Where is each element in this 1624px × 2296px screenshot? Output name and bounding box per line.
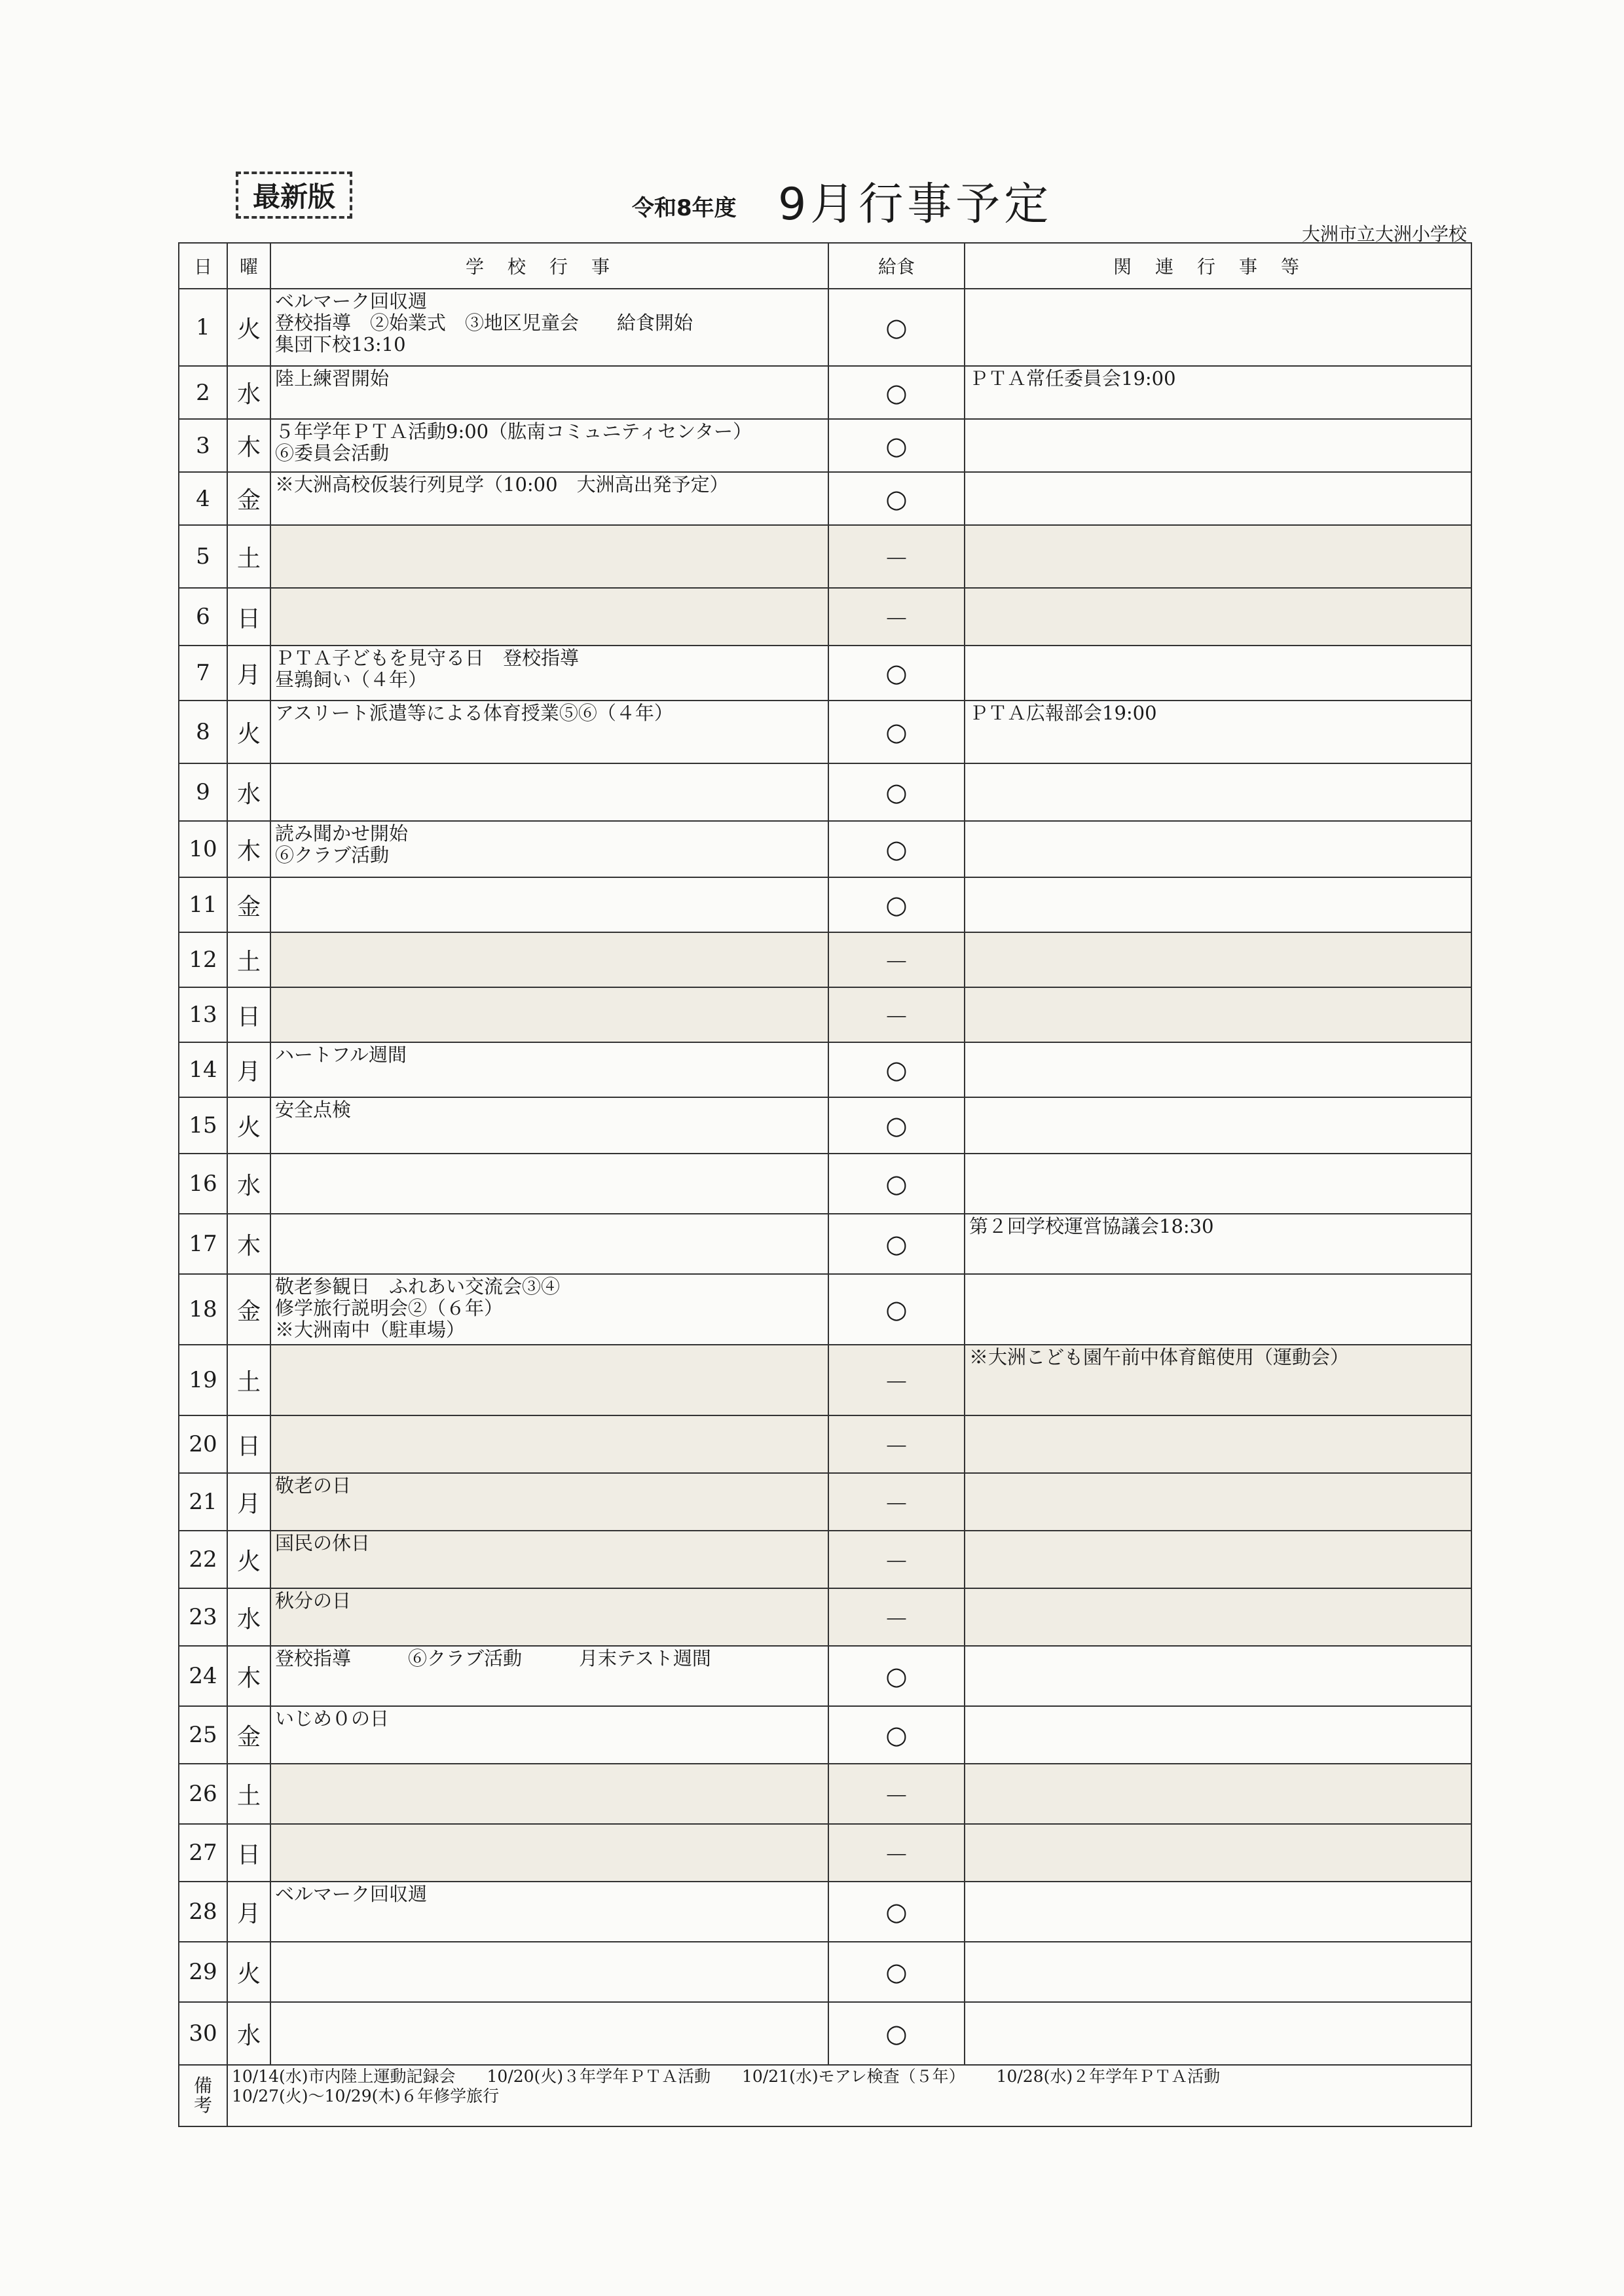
- notes-label-2: 考: [193, 2094, 212, 2116]
- day-cell: 29: [179, 1942, 227, 2002]
- event-line: ＰＴＡ子どもを見守る日 登校指導: [275, 647, 580, 669]
- event-line: 秋分の日: [275, 1590, 352, 1612]
- day-cell: 22: [179, 1531, 227, 1588]
- school-events-cell: [270, 987, 828, 1042]
- event-line: 登校指導 ⑥クラブ活動 月末テスト週間: [275, 1647, 711, 1669]
- notes-row: [179, 2065, 1471, 2126]
- event-line: 国民の休日: [275, 1532, 371, 1554]
- weekday-cell: 木: [227, 821, 270, 877]
- school-events-cell: [270, 1214, 828, 1274]
- event-line: 読み聞かせ開始: [275, 822, 409, 845]
- schedule-row: [179, 1531, 1471, 1588]
- day-cell: 25: [179, 1706, 227, 1764]
- weekday-cell: 土: [227, 1345, 270, 1415]
- lunch-cell: －: [828, 1345, 965, 1415]
- lunch-cell: ○: [828, 1154, 965, 1214]
- school-events-cell: [270, 472, 828, 525]
- schedule-row: [179, 987, 1471, 1042]
- related-events-cell: [965, 701, 1471, 763]
- school-events-cell: [270, 1882, 828, 1942]
- lunch-cell: ○: [828, 1646, 965, 1706]
- weekday-cell: 金: [227, 1274, 270, 1345]
- weekday-cell: 火: [227, 289, 270, 366]
- school-events-cell: [270, 1154, 828, 1214]
- weekday-cell: 金: [227, 1706, 270, 1764]
- day-cell: 17: [179, 1214, 227, 1274]
- schedule-row: [179, 1042, 1471, 1097]
- school-events-cell: [270, 1588, 828, 1646]
- lunch-cell: ○: [828, 1042, 965, 1097]
- schedule-row: [179, 701, 1471, 763]
- schedule-row: [179, 289, 1471, 366]
- event-line: ベルマーク回収週: [275, 1883, 428, 1905]
- day-cell: 8: [179, 701, 227, 763]
- notes-line-1: [232, 2067, 1467, 2086]
- event-line: 敬老の日: [275, 1474, 352, 1497]
- lunch-cell: －: [828, 1473, 965, 1531]
- school-events-cell: [270, 1042, 828, 1097]
- schedule-row: [179, 877, 1471, 932]
- schedule-row: [179, 366, 1471, 419]
- school-events-cell: [270, 877, 828, 932]
- school-events-cell: [270, 1824, 828, 1882]
- related-events-cell: [965, 1214, 1471, 1274]
- related-events-cell: [965, 1824, 1471, 1882]
- school-events-cell: [270, 821, 828, 877]
- weekday-cell: 火: [227, 1531, 270, 1588]
- weekday-cell: 日: [227, 588, 270, 646]
- related-events-cell: [965, 472, 1471, 525]
- related-events-cell: [965, 1345, 1471, 1415]
- school-events-cell: [270, 1274, 828, 1345]
- school-events-cell: [270, 646, 828, 701]
- schedule-row: [179, 1882, 1471, 1942]
- school-events-cell: [270, 588, 828, 646]
- related-events-cell: [965, 987, 1471, 1042]
- school-events-cell: [270, 1097, 828, 1154]
- day-cell: 18: [179, 1274, 227, 1345]
- lunch-cell: －: [828, 932, 965, 987]
- day-cell: 5: [179, 525, 227, 588]
- weekday-cell: 月: [227, 1042, 270, 1097]
- day-cell: 21: [179, 1473, 227, 1531]
- event-line: 昼鶉飼い（４年）: [275, 668, 428, 691]
- notes-label: [179, 2065, 227, 2126]
- header-day: 日: [179, 243, 227, 289]
- related-events-cell: [965, 1882, 1471, 1942]
- related-events-cell: [965, 877, 1471, 932]
- note-item: 10/28(水)２年学年ＰＴＡ活動: [996, 2067, 1221, 2086]
- note-item: 10/14(水)市内陸上運動記録会: [232, 2067, 456, 2086]
- schedule-row: [179, 1646, 1471, 1706]
- school-events-cell: [270, 1531, 828, 1588]
- latest-version-badge: 最新版: [236, 172, 352, 219]
- lunch-cell: ○: [828, 763, 965, 821]
- school-events-cell: [270, 701, 828, 763]
- lunch-cell: ○: [828, 877, 965, 932]
- page-title: 9月行事予定: [778, 179, 1053, 230]
- day-cell: 23: [179, 1588, 227, 1646]
- notes-content: [227, 2065, 1471, 2126]
- lunch-cell: ○: [828, 1214, 965, 1274]
- day-cell: 11: [179, 877, 227, 932]
- school-events-cell: [270, 1345, 828, 1415]
- lunch-cell: －: [828, 1824, 965, 1882]
- note-item: 10/20(火)３年学年ＰＴＡ活動: [487, 2067, 711, 2086]
- related-events-cell: [965, 366, 1471, 419]
- weekday-cell: 水: [227, 366, 270, 419]
- weekday-cell: 水: [227, 1154, 270, 1214]
- related-events-cell: [965, 588, 1471, 646]
- related-events-cell: [965, 646, 1471, 701]
- related-events-cell: [965, 1415, 1471, 1473]
- school-events-cell: [270, 1646, 828, 1706]
- note-item: 10/27(火)～10/29(木)６年修学旅行: [232, 2086, 500, 2105]
- header-lunch: 給食: [828, 243, 965, 289]
- event-line: 安全点検: [275, 1099, 352, 1121]
- weekday-cell: 土: [227, 1764, 270, 1824]
- weekday-cell: 火: [227, 1097, 270, 1154]
- lunch-cell: ○: [828, 1882, 965, 1942]
- weekday-cell: 日: [227, 1415, 270, 1473]
- schedule-row: [179, 1415, 1471, 1473]
- weekday-cell: 金: [227, 877, 270, 932]
- related-event-line: 第２回学校運営協議会18:30: [969, 1215, 1214, 1237]
- schedule-body: [179, 289, 1471, 2065]
- day-cell: 30: [179, 2002, 227, 2065]
- day-cell: 27: [179, 1824, 227, 1882]
- weekday-cell: 月: [227, 646, 270, 701]
- lunch-cell: ○: [828, 472, 965, 525]
- school-events-cell: [270, 2002, 828, 2065]
- day-cell: 15: [179, 1097, 227, 1154]
- lunch-cell: ○: [828, 646, 965, 701]
- event-line: 集団下校13:10: [275, 333, 406, 355]
- event-line: 陸上練習開始: [275, 367, 390, 390]
- fiscal-year-label: 令和8年度: [632, 195, 737, 221]
- related-events-cell: [965, 1942, 1471, 2002]
- weekday-cell: 水: [227, 2002, 270, 2065]
- notes-label-1: 備: [193, 2075, 212, 2096]
- weekday-cell: 月: [227, 1882, 270, 1942]
- school-events-cell: [270, 1764, 828, 1824]
- related-events-cell: [965, 1042, 1471, 1097]
- day-cell: 20: [179, 1415, 227, 1473]
- header-school-events: 学校行事: [270, 243, 828, 289]
- school-events-cell: [270, 289, 828, 366]
- schedule-row: [179, 472, 1471, 525]
- schedule-row: [179, 588, 1471, 646]
- related-events-cell: [965, 932, 1471, 987]
- school-events-cell: [270, 1415, 828, 1473]
- event-line: いじめ０の日: [275, 1707, 390, 1730]
- weekday-cell: 木: [227, 1214, 270, 1274]
- event-line: ５年学年ＰＴＡ活動9:00（肱南コミュニティセンター）: [275, 420, 752, 443]
- lunch-cell: －: [828, 1415, 965, 1473]
- schedule-row: [179, 419, 1471, 472]
- weekday-cell: 土: [227, 525, 270, 588]
- day-cell: 24: [179, 1646, 227, 1706]
- day-cell: 19: [179, 1345, 227, 1415]
- day-cell: 7: [179, 646, 227, 701]
- schedule-row: [179, 1824, 1471, 1882]
- schedule-row: [179, 821, 1471, 877]
- header-weekday: 曜: [227, 243, 270, 289]
- lunch-cell: ○: [828, 366, 965, 419]
- lunch-cell: ○: [828, 1274, 965, 1345]
- lunch-cell: ○: [828, 1097, 965, 1154]
- related-events-cell: [965, 1274, 1471, 1345]
- school-events-cell: [270, 763, 828, 821]
- event-line: ※大洲南中（駐車場）: [275, 1319, 466, 1341]
- schedule-row: [179, 1588, 1471, 1646]
- related-event-line: ＰＴＡ広報部会19:00: [969, 702, 1157, 724]
- lunch-cell: ○: [828, 1942, 965, 2002]
- related-events-cell: [965, 1706, 1471, 1764]
- lunch-cell: ○: [828, 821, 965, 877]
- day-cell: 1: [179, 289, 227, 366]
- related-event-line: ＰＴＡ常任委員会19:00: [969, 367, 1176, 390]
- related-events-cell: [965, 763, 1471, 821]
- day-cell: 26: [179, 1764, 227, 1824]
- day-cell: 12: [179, 932, 227, 987]
- related-events-cell: [965, 1764, 1471, 1824]
- schedule-row: [179, 1345, 1471, 1415]
- related-events-cell: [965, 2002, 1471, 2065]
- lunch-cell: ○: [828, 701, 965, 763]
- event-line: 登校指導 ②始業式 ③地区児童会 給食開始: [275, 312, 693, 334]
- day-cell: 14: [179, 1042, 227, 1097]
- related-events-cell: [965, 1473, 1471, 1531]
- day-cell: 28: [179, 1882, 227, 1942]
- school-events-cell: [270, 366, 828, 419]
- school-name: 大洲市立大洲小学校: [1301, 223, 1467, 245]
- day-cell: 13: [179, 987, 227, 1042]
- weekday-cell: 火: [227, 701, 270, 763]
- lunch-cell: －: [828, 1588, 965, 1646]
- schedule-row: [179, 763, 1471, 821]
- schedule-row: [179, 1764, 1471, 1824]
- lunch-cell: －: [828, 987, 965, 1042]
- lunch-cell: ○: [828, 2002, 965, 2065]
- schedule-row: [179, 1097, 1471, 1154]
- event-line: アスリート派遣等による体育授業⑤⑥（４年）: [275, 702, 673, 724]
- school-events-cell: [270, 1473, 828, 1531]
- related-events-cell: [965, 1154, 1471, 1214]
- related-events-cell: [965, 419, 1471, 472]
- related-events-cell: [965, 525, 1471, 588]
- lunch-cell: ○: [828, 1706, 965, 1764]
- weekday-cell: 金: [227, 472, 270, 525]
- related-events-cell: [965, 1097, 1471, 1154]
- school-events-cell: [270, 1706, 828, 1764]
- weekday-cell: 水: [227, 763, 270, 821]
- day-cell: 4: [179, 472, 227, 525]
- day-cell: 16: [179, 1154, 227, 1214]
- lunch-cell: －: [828, 588, 965, 646]
- school-events-cell: [270, 525, 828, 588]
- weekday-cell: 木: [227, 419, 270, 472]
- day-cell: 10: [179, 821, 227, 877]
- related-events-cell: [965, 1588, 1471, 1646]
- schedule-row: [179, 932, 1471, 987]
- weekday-cell: 日: [227, 987, 270, 1042]
- weekday-cell: 木: [227, 1646, 270, 1706]
- header-row: [179, 243, 1471, 289]
- note-item: 10/21(水)モアレ検査（５年）: [742, 2067, 965, 2086]
- schedule-row: [179, 2002, 1471, 2065]
- lunch-cell: ○: [828, 289, 965, 366]
- schedule-row: [179, 1942, 1471, 2002]
- weekday-cell: 日: [227, 1824, 270, 1882]
- header-related-events: 関連行事等: [965, 243, 1471, 289]
- lunch-cell: －: [828, 1764, 965, 1824]
- related-event-line: ※大洲こども園午前中体育館使用（運動会）: [969, 1346, 1350, 1368]
- schedule-row: [179, 1706, 1471, 1764]
- weekday-cell: 月: [227, 1473, 270, 1531]
- event-line: ベルマーク回収週: [275, 290, 428, 312]
- schedule-row: [179, 1274, 1471, 1345]
- related-events-cell: [965, 821, 1471, 877]
- schedule-row: [179, 1473, 1471, 1531]
- event-line: 敬老参観日 ふれあい交流会③④: [275, 1275, 561, 1298]
- lunch-cell: ○: [828, 419, 965, 472]
- school-events-cell: [270, 419, 828, 472]
- schedule-table: [178, 242, 1472, 2127]
- event-line: ※大洲高校仮装行列見学（10:00 大洲高出発予定）: [275, 473, 729, 496]
- lunch-cell: －: [828, 525, 965, 588]
- weekday-cell: 火: [227, 1942, 270, 2002]
- event-line: ⑥クラブ活動: [275, 844, 390, 866]
- lunch-cell: －: [828, 1531, 965, 1588]
- event-line: ⑥委員会活動: [275, 442, 390, 464]
- related-events-cell: [965, 289, 1471, 366]
- weekday-cell: 水: [227, 1588, 270, 1646]
- related-events-cell: [965, 1531, 1471, 1588]
- related-events-cell: [965, 1646, 1471, 1706]
- school-events-cell: [270, 1942, 828, 2002]
- day-cell: 3: [179, 419, 227, 472]
- notes-line-2: [232, 2086, 1467, 2106]
- weekday-cell: 土: [227, 932, 270, 987]
- day-cell: 9: [179, 763, 227, 821]
- schedule-row: [179, 1214, 1471, 1274]
- event-line: 修学旅行説明会②（６年）: [275, 1297, 504, 1319]
- day-cell: 6: [179, 588, 227, 646]
- schedule-row: [179, 646, 1471, 701]
- schedule-row: [179, 1154, 1471, 1214]
- day-cell: 2: [179, 366, 227, 419]
- schedule-row: [179, 525, 1471, 588]
- event-line: ハートフル週間: [275, 1044, 407, 1066]
- school-events-cell: [270, 932, 828, 987]
